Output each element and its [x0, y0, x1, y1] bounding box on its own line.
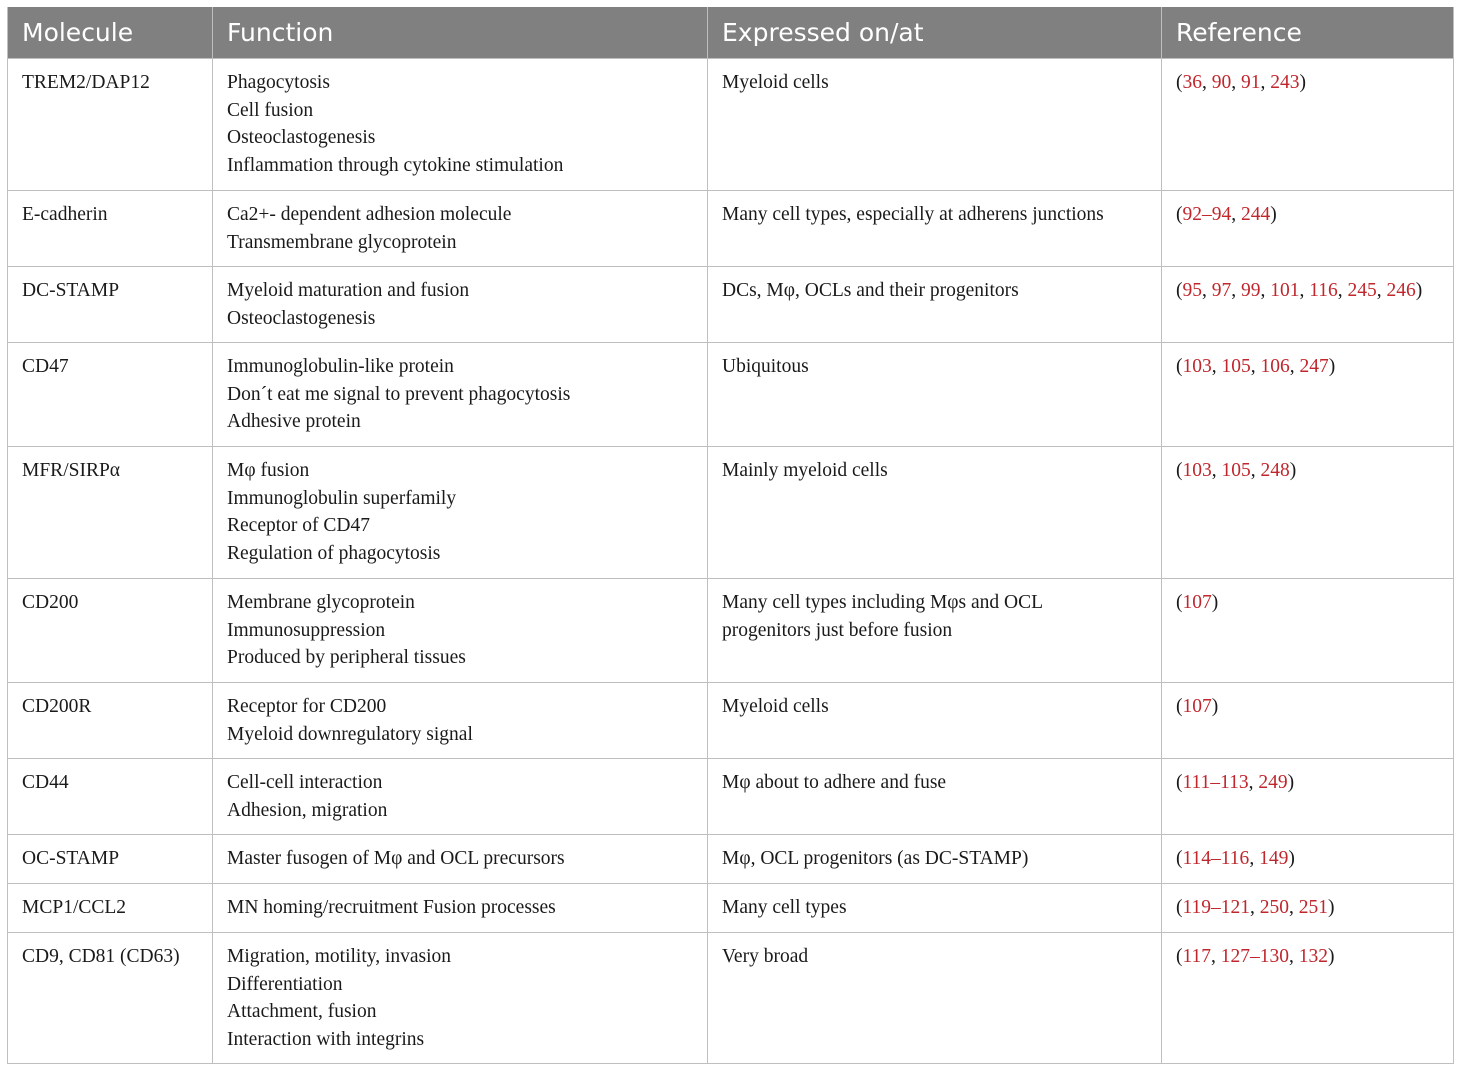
reference-link[interactable]: 247 [1299, 356, 1329, 377]
reference-link[interactable]: 245 [1347, 280, 1377, 301]
reference-list: (103, 105, 248) [1176, 460, 1297, 481]
table-row [8, 191, 1454, 267]
expressed-cell [708, 579, 1162, 683]
reference-link[interactable]: 117 [1182, 946, 1212, 967]
molecule-name: E-cadherin [22, 204, 108, 225]
function-line: Myeloid maturation and fusion [227, 280, 470, 301]
function-cell [213, 59, 708, 191]
reference-link[interactable]: 114–116 [1182, 848, 1250, 869]
reference-link[interactable]: 105 [1221, 460, 1251, 481]
expressed-line: Myeloid cells [722, 72, 829, 93]
reference-link[interactable]: 127–130 [1220, 946, 1290, 967]
molecule-name: DC-STAMP [22, 280, 120, 301]
reference-link[interactable]: 116 [1309, 280, 1338, 301]
function-line: Transmembrane glycoprotein [227, 231, 457, 253]
function-cell [213, 447, 708, 579]
function-line: Regulation of phagocytosis [227, 542, 441, 564]
function-cell [213, 933, 708, 1064]
expressed-cell [708, 835, 1162, 884]
reference-link[interactable]: 92–94 [1182, 204, 1232, 225]
molecule-name: CD44 [22, 772, 69, 793]
function-line: Interaction with integrins [227, 1028, 425, 1050]
reference-link[interactable]: 97 [1211, 280, 1232, 301]
function-cell [213, 579, 708, 683]
reference-cell [1162, 191, 1454, 267]
function-line: MN homing/recruitment Fusion processes [227, 897, 556, 918]
header-row [8, 7, 1454, 59]
molecule-cell [8, 191, 213, 267]
table-row [8, 835, 1454, 884]
molecule-name: MCP1/CCL2 [22, 897, 127, 918]
expressed-cell [708, 59, 1162, 191]
expressed-cell [708, 267, 1162, 343]
reference-link[interactable]: 95 [1182, 280, 1202, 301]
function-cell [213, 884, 708, 933]
table-row [8, 343, 1454, 447]
function-line: Osteoclastogenesis [227, 127, 376, 149]
reference-link[interactable]: 132 [1298, 946, 1329, 967]
reference-cell [1162, 579, 1454, 683]
molecule-cell [8, 343, 213, 447]
reference-list: (107) [1176, 696, 1219, 717]
molecule-name: CD200 [22, 592, 79, 613]
header-function: Function [213, 7, 708, 59]
function-line: Immunosuppression [227, 619, 386, 641]
reference-cell [1162, 59, 1454, 191]
reference-link[interactable]: 90 [1211, 72, 1232, 93]
reference-list: (117, 127–130, 132) [1176, 946, 1335, 967]
function-cell [213, 759, 708, 835]
table-row [8, 59, 1454, 191]
table-row [8, 884, 1454, 933]
table-container [7, 7, 1453, 1064]
expressed-line: Mφ about to adhere and fuse [722, 772, 947, 793]
function-line: Immunoglobulin-like protein [227, 356, 454, 377]
table-header [8, 7, 1454, 59]
expressed-line: Many cell types, especially at adherens junctions [722, 204, 1104, 225]
function-line: Master fusogen of Mφ and OCL precursors [227, 848, 565, 869]
function-line: Cell fusion [227, 99, 314, 121]
reference-link[interactable]: 99 [1241, 280, 1261, 301]
reference-cell [1162, 683, 1454, 759]
reference-cell [1162, 835, 1454, 884]
function-line: Adhesion, migration [227, 799, 388, 821]
table-row [8, 267, 1454, 343]
reference-list: (36, 90, 91, 243) [1176, 72, 1306, 93]
table-row [8, 447, 1454, 579]
function-cell [213, 343, 708, 447]
molecule-cell [8, 59, 213, 191]
expressed-line: Mφ, OCL progenitors (as DC-STAMP) [722, 848, 1029, 869]
expressed-cell [708, 447, 1162, 579]
reference-cell [1162, 267, 1454, 343]
function-line: Adhesive protein [227, 411, 361, 433]
function-line: Osteoclastogenesis [227, 307, 376, 329]
reference-cell [1162, 759, 1454, 835]
molecule-cell [8, 835, 213, 884]
expressed-cell [708, 191, 1162, 267]
reference-list: (119–121, 250, 251) [1176, 897, 1335, 918]
reference-link[interactable]: 249 [1258, 772, 1288, 793]
expressed-line: Mainly myeloid cells [722, 460, 888, 481]
reference-link[interactable]: 111–113 [1182, 772, 1249, 793]
table-body [8, 59, 1454, 1064]
reference-link[interactable]: 246 [1386, 280, 1416, 301]
expressed-cell [708, 343, 1162, 447]
function-line: Attachment, fusion [227, 1001, 377, 1023]
function-line: Immunoglobulin superfamily [227, 487, 457, 509]
function-line: Receptor for CD200 [227, 696, 387, 717]
molecule-table [7, 7, 1454, 1064]
expressed-line: Very broad [722, 946, 809, 967]
molecule-cell [8, 683, 213, 759]
reference-link[interactable]: 101 [1270, 280, 1300, 301]
molecule-cell [8, 884, 213, 933]
function-line: Differentiation [227, 973, 343, 995]
reference-list: (107) [1176, 592, 1219, 613]
reference-link[interactable]: 107 [1182, 592, 1212, 613]
function-line: Ca2+- dependent adhesion molecule [227, 204, 512, 225]
function-line: Myeloid downregulatory signal [227, 723, 473, 745]
molecule-name: OC-STAMP [22, 848, 120, 869]
expressed-line: progenitors just before fusion [722, 619, 953, 641]
reference-link[interactable]: 251 [1298, 897, 1329, 918]
expressed-line: Many cell types [722, 897, 847, 918]
expressed-line: DCs, Mφ, OCLs and their progenitors [722, 280, 1019, 301]
molecule-name: TREM2/DAP12 [22, 72, 150, 93]
reference-list: (114–116, 149) [1176, 848, 1295, 869]
reference-link[interactable]: 106 [1260, 356, 1290, 377]
reference-list: (92–94, 244) [1176, 204, 1277, 225]
table-row [8, 579, 1454, 683]
reference-link[interactable]: 119–121 [1182, 897, 1251, 918]
header-expressed: Expressed on/at [708, 7, 1162, 59]
function-line: Don´t eat me signal to prevent phagocytosis [227, 383, 571, 405]
molecule-cell [8, 759, 213, 835]
reference-cell [1162, 343, 1454, 447]
molecule-cell [8, 267, 213, 343]
reference-link[interactable]: 36 [1182, 72, 1202, 93]
expressed-line: Ubiquitous [722, 356, 809, 377]
function-line: Mφ fusion [227, 460, 310, 481]
reference-link[interactable]: 103 [1182, 460, 1212, 481]
function-line: Inflammation through cytokine stimulation [227, 154, 564, 176]
expressed-line: Many cell types including Mφs and OCL [722, 592, 1044, 613]
reference-list: (111–113, 249) [1176, 772, 1295, 793]
table-row [8, 759, 1454, 835]
reference-cell [1162, 884, 1454, 933]
molecule-name: CD200R [22, 696, 92, 717]
reference-link[interactable]: 244 [1241, 204, 1271, 225]
expressed-cell [708, 884, 1162, 933]
table-row [8, 683, 1454, 759]
reference-link[interactable]: 250 [1259, 897, 1290, 918]
header-reference: Reference [1162, 7, 1454, 59]
function-cell [213, 267, 708, 343]
expressed-line: Myeloid cells [722, 696, 829, 717]
molecule-cell [8, 933, 213, 1064]
function-line: Produced by peripheral tissues [227, 647, 466, 669]
function-line: Receptor of CD47 [227, 515, 370, 537]
expressed-cell [708, 759, 1162, 835]
function-cell [213, 191, 708, 267]
function-cell [213, 835, 708, 884]
reference-link[interactable]: 91 [1241, 72, 1261, 93]
table-row [8, 933, 1454, 1064]
molecule-name: CD9, CD81 (CD63) [22, 946, 180, 967]
reference-link[interactable]: 248 [1260, 460, 1290, 481]
expressed-cell [708, 683, 1162, 759]
molecule-name: CD47 [22, 356, 69, 377]
reference-link[interactable]: 149 [1259, 848, 1289, 869]
molecule-cell [8, 579, 213, 683]
molecule-name: MFR/SIRPα [22, 460, 121, 481]
reference-list: (95, 97, 99, 101, 116, 245, 246) [1176, 280, 1423, 301]
reference-link[interactable]: 105 [1221, 356, 1251, 377]
function-line: Phagocytosis [227, 72, 330, 93]
reference-link[interactable]: 107 [1182, 696, 1212, 717]
reference-link[interactable]: 103 [1182, 356, 1212, 377]
reference-link[interactable]: 243 [1270, 72, 1300, 93]
function-line: Cell-cell interaction [227, 772, 383, 793]
reference-list: (103, 105, 106, 247) [1176, 356, 1336, 377]
header-molecule: Molecule [8, 7, 213, 59]
function-line: Migration, motility, invasion [227, 946, 452, 967]
reference-cell [1162, 447, 1454, 579]
expressed-cell [708, 933, 1162, 1064]
molecule-cell [8, 447, 213, 579]
function-line: Membrane glycoprotein [227, 592, 415, 613]
reference-cell [1162, 933, 1454, 1064]
function-cell [213, 683, 708, 759]
